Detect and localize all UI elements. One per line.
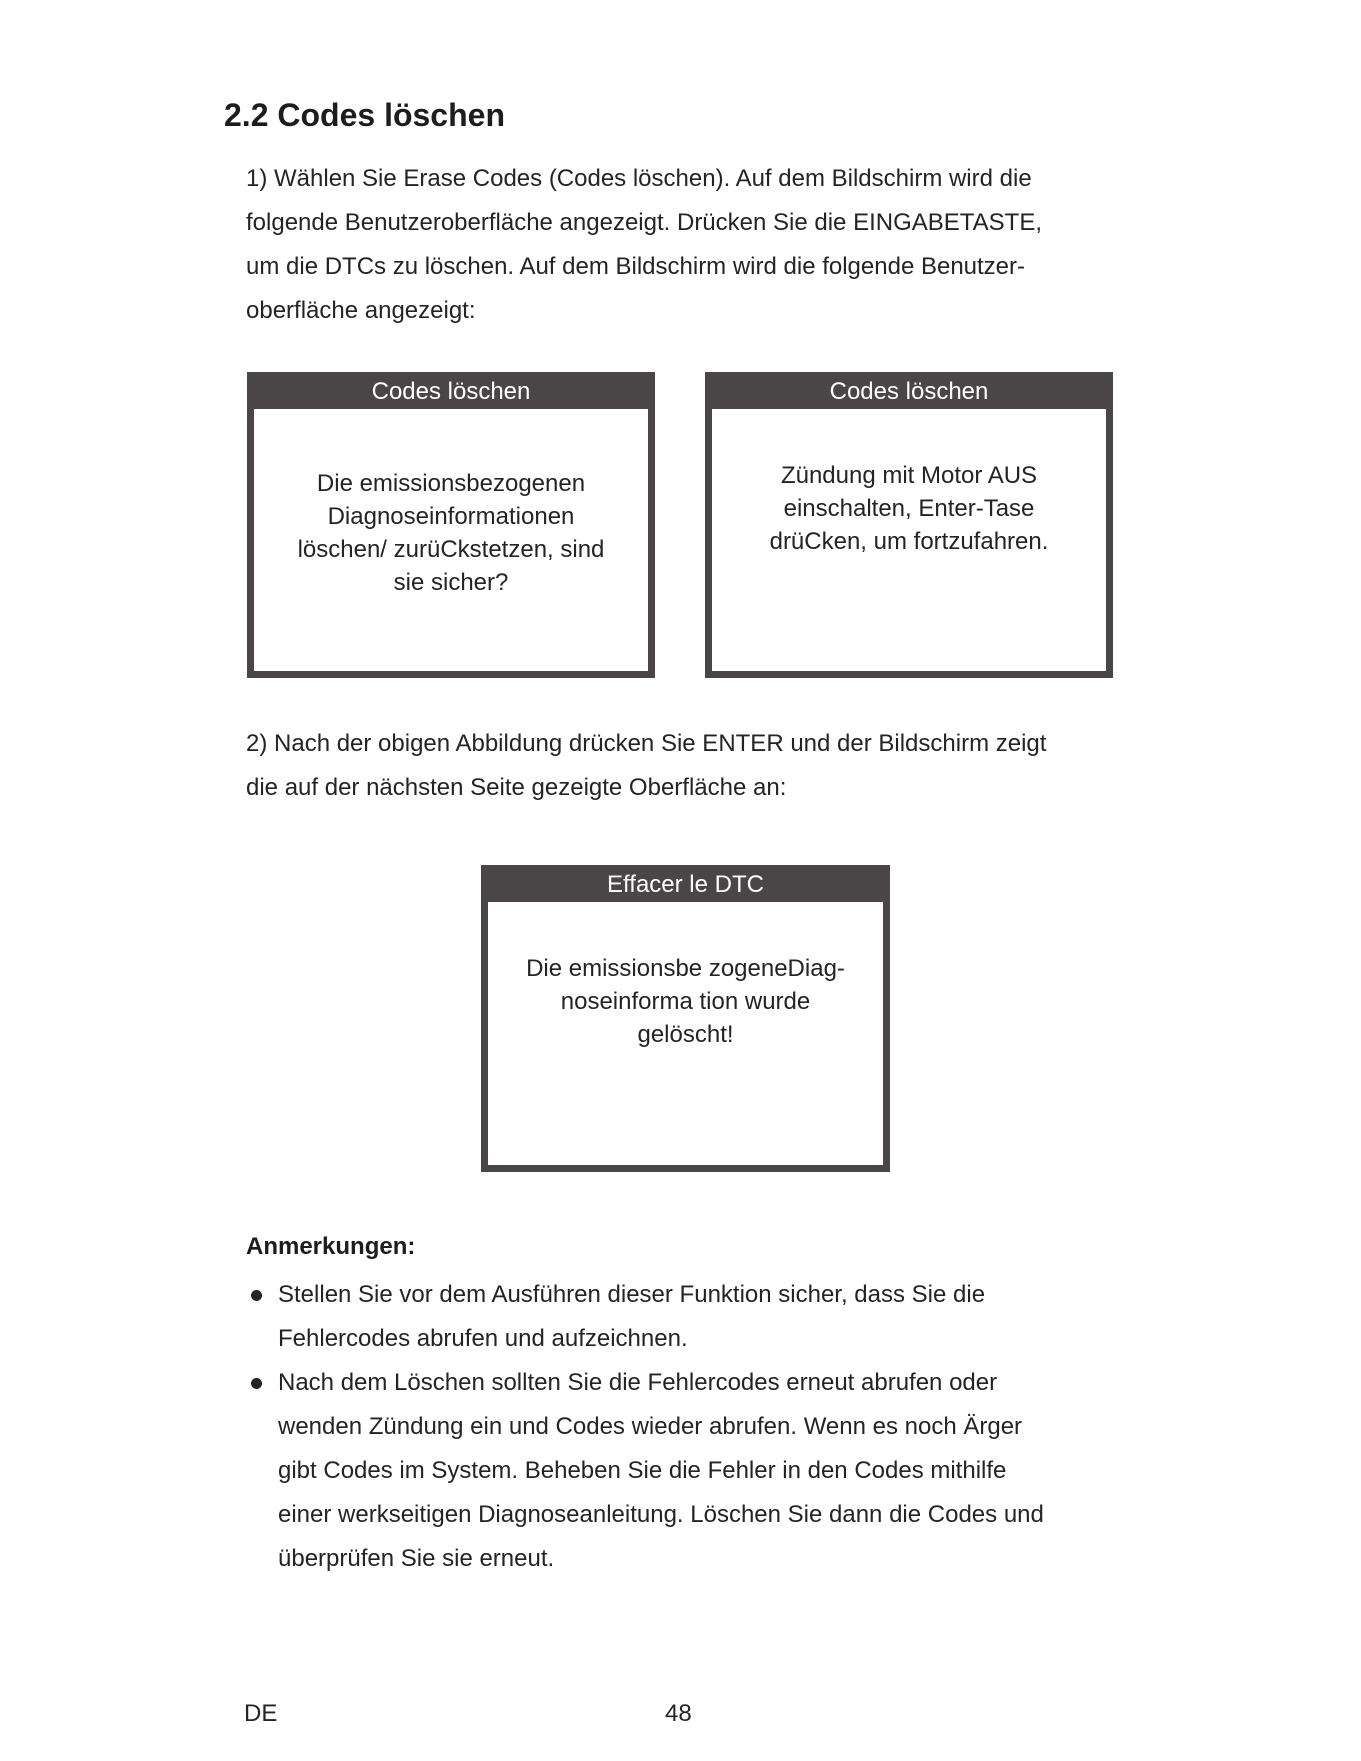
text-line: gibt Codes im System. Beheben Sie die Fehler in den Codes mithilfe: [278, 1457, 1007, 1484]
text-line: einer werkseitigen Diagnoseanleitung. Löschen Sie dann die Codes und: [278, 1501, 1044, 1528]
screen-message: [712, 409, 1106, 558]
screen-message-line: Die emissionsbe zogeneDiag-: [526, 955, 845, 982]
note-item: [246, 1361, 1126, 1581]
notes-list: [246, 1273, 1126, 1581]
notes-heading: Anmerkungen:: [246, 1233, 416, 1260]
page-number: 48: [665, 1700, 692, 1727]
text-line: Stellen Sie vor dem Ausführen dieser Funktion sicher, dass Sie die: [278, 1281, 986, 1308]
note-item: [246, 1273, 1126, 1361]
instruction-step-1: [246, 157, 1126, 333]
text-line: Fehlercodes abrufen und aufzeichnen.: [278, 1325, 688, 1352]
screen-message-line: sie sicher?: [393, 569, 509, 596]
screen-message-line: einschalten, Enter-Tase: [783, 495, 1035, 522]
screen-illustration-confirm-erase: [247, 372, 655, 678]
screen-message-line: Zündung mit Motor AUS: [780, 462, 1038, 489]
footer-language: DE: [244, 1700, 278, 1727]
screen-message-line: noseinforma tion wurde: [560, 988, 811, 1015]
text-line: oberfläche angezeigt:: [246, 297, 476, 324]
text-line: wenden Zündung ein und Codes wieder abrufen. Wenn es noch Ärger: [278, 1413, 1023, 1440]
screen-header: Codes löschen: [247, 372, 655, 409]
text-line: 1) Wählen Sie Erase Codes (Codes löschen). Auf dem Bildschirm wird die: [246, 165, 1032, 192]
screen-message-line: gelöscht!: [637, 1021, 734, 1048]
page-title: 2.2 Codes löschen: [224, 97, 505, 133]
text-line: überprüfen Sie sie erneut.: [278, 1545, 555, 1572]
text-line: um die DTCs zu löschen. Auf dem Bildschirm wird die folgende Benutzer-: [246, 253, 1026, 280]
screen-message: [488, 902, 883, 1051]
bullet-icon: [251, 1290, 262, 1301]
bullet-icon: [251, 1378, 262, 1389]
text-line: Nach dem Löschen sollten Sie die Fehlercodes erneut abrufen oder: [278, 1369, 998, 1396]
screen-illustration-erased: [481, 865, 890, 1172]
screen-message-line: löschen/ zurüCkstetzen, sind: [297, 536, 605, 563]
screen-message-line: drüCken, um fortzufahren.: [769, 528, 1049, 555]
screen-header: Effacer le DTC: [481, 865, 890, 902]
text-line: folgende Benutzeroberfläche angezeigt. Drücken Sie die EINGABETASTE,: [246, 209, 1042, 236]
text-line: die auf der nächsten Seite gezeigte Oberfläche an:: [246, 774, 787, 801]
screen-message-line: Die emissionsbezogenen: [316, 470, 586, 497]
screen-message: [254, 409, 648, 599]
text-line: 2) Nach der obigen Abbildung drücken Sie ENTER und der Bildschirm zeigt: [246, 730, 1047, 757]
screen-message-line: Diagnoseinformationen: [327, 503, 575, 530]
screen-illustration-ignition-on: [705, 372, 1113, 678]
instruction-step-2: [246, 722, 1126, 810]
screen-header: Codes löschen: [705, 372, 1113, 409]
